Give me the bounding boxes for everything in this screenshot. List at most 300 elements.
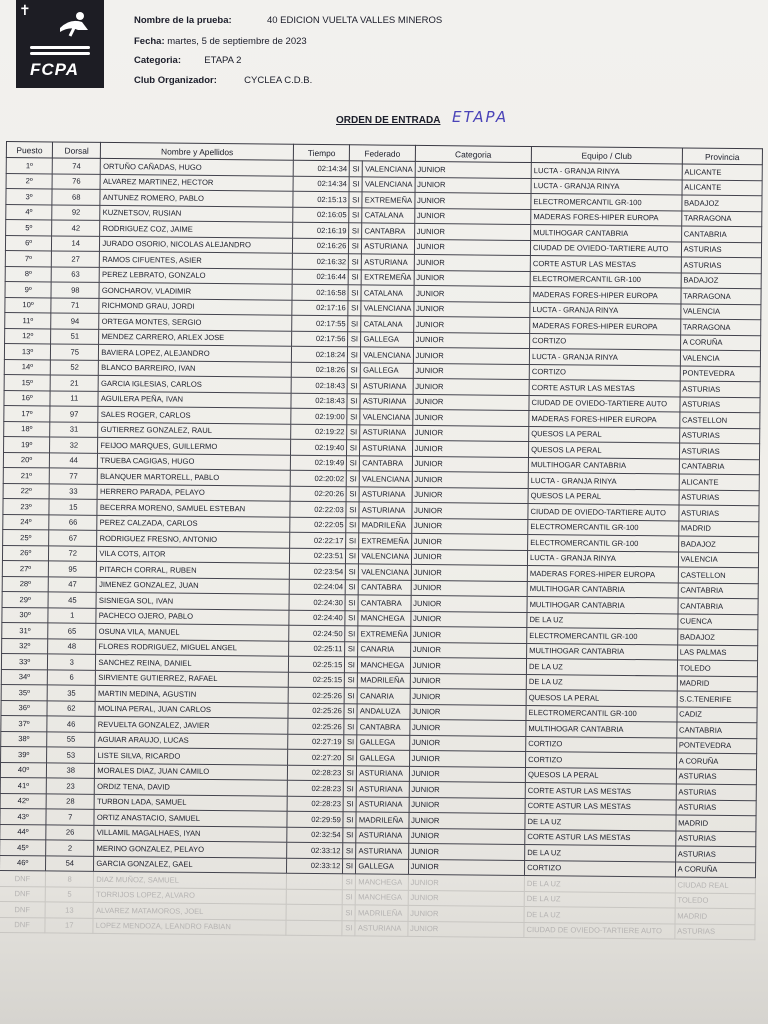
cell-federacion: ASTURIANA (359, 502, 411, 518)
prueba-line (134, 15, 442, 26)
cell-provincia: CANTABRIA (678, 582, 759, 598)
cell-equipo: LUCTA - GRANJA RINYA (531, 163, 682, 180)
cell-federacion: EXTREMEÑA (359, 533, 411, 549)
cell-dorsal: 92 (52, 204, 100, 220)
cell-puesto: 26º (2, 545, 48, 561)
cell-federado-si: SI (342, 905, 355, 921)
cell-federado-si: SI (342, 920, 355, 936)
cell-categoria: JUNIOR (410, 657, 527, 674)
cell-provincia: ALICANTE (682, 164, 763, 180)
cell-nombre: MENDEZ CARRERO, ARLEX JOSE (99, 329, 292, 346)
cell-puesto: 2º (6, 173, 52, 189)
cell-categoria: JUNIOR (411, 533, 528, 550)
cell-federado-si: SI (349, 254, 362, 270)
cell-federacion: GALLEGA (361, 362, 413, 378)
cell-categoria: JUNIOR (409, 719, 526, 736)
cell-tiempo: 02:25:15 (289, 656, 345, 672)
cell-puesto: 38º (1, 731, 47, 747)
cell-tiempo: 02:23:51 (290, 548, 346, 564)
cell-tiempo: 02:18:43 (291, 393, 347, 409)
cell-provincia: MADRID (675, 908, 756, 924)
cell-federacion: ASTURIANA (360, 378, 412, 394)
cell-puesto: 24º (3, 514, 49, 530)
cell-nombre: BLANCO BARREIRO, IVAN (99, 360, 292, 377)
cell-equipo: QUESOS LA PERAL (529, 442, 680, 459)
cell-puesto: 14º (4, 359, 50, 375)
cell-dorsal: 11 (50, 390, 98, 406)
cell-provincia: CANTABRIA (678, 598, 759, 614)
cell-puesto: 20º (3, 452, 49, 468)
cell-tiempo: 02:16:19 (293, 222, 349, 238)
cell-categoria: JUNIOR (407, 921, 524, 938)
cell-dorsal: 75 (51, 344, 99, 360)
cell-federado-si: SI (344, 734, 357, 750)
cell-equipo: LUCTA - GRANJA RINYA (529, 349, 680, 366)
cell-federado-si: SI (346, 486, 359, 502)
cell-dorsal: 77 (49, 468, 97, 484)
cell-categoria: JUNIOR (412, 440, 529, 457)
cell-categoria: JUNIOR (408, 890, 525, 907)
cell-federacion: CANTABRA (357, 719, 409, 735)
cell-puesto: 37º (1, 715, 47, 731)
cell-categoria: JUNIOR (409, 750, 526, 767)
cell-categoria: JUNIOR (409, 812, 526, 829)
cell-categoria: JUNIOR (412, 409, 529, 426)
cell-nombre: VILA COTS, AITOR (97, 546, 290, 563)
cell-federacion: ASTURIANA (356, 827, 408, 843)
cell-federado-si: SI (343, 889, 356, 905)
cell-federado-si: SI (343, 827, 356, 843)
cell-provincia: CADIZ (677, 706, 758, 722)
cell-equipo: CIUDAD DE OVIEDO-TARTIERE AUTO (524, 922, 675, 939)
club-line (134, 75, 312, 86)
cell-dorsal: 72 (49, 545, 97, 561)
cell-puesto: 12º (5, 328, 51, 344)
cell-federacion: CATALANA (361, 316, 413, 332)
cell-dorsal: 23 (46, 778, 94, 794)
cell-dorsal: 15 (49, 499, 97, 515)
cell-federado-si: SI (346, 517, 359, 533)
cell-tiempo: 02:19:00 (291, 408, 347, 424)
cell-categoria: JUNIOR (409, 735, 526, 752)
cell-equipo: CORTE ASTUR LAS MESTAS (530, 256, 681, 273)
cell-federacion: ASTURIANA (357, 781, 409, 797)
cell-provincia: TARRAGONA (681, 288, 762, 304)
cell-nombre: GUTIERREZ GONZALEZ, RAUL (98, 422, 291, 439)
cell-puesto: 15º (4, 374, 50, 390)
cell-provincia: ASTURIAS (681, 257, 762, 273)
cell-federado-si: SI (346, 564, 359, 580)
cell-equipo: ELECTROMERCANTIL GR-100 (530, 271, 681, 288)
fcpa-logo (16, 0, 104, 88)
cell-provincia: S.C.TENERIFE (677, 691, 758, 707)
cell-federado-si: SI (347, 378, 360, 394)
cell-federado-si: SI (344, 719, 357, 735)
cell-provincia: PONTEVEDRA (680, 365, 761, 381)
cell-tiempo: 02:20:26 (290, 486, 346, 502)
cell-categoria: JUNIOR (408, 874, 525, 891)
cell-nombre: ORTIZ ANASTACIO, SAMUEL (94, 809, 287, 826)
cell-puesto: 41º (0, 777, 46, 793)
cell-dorsal: 98 (51, 282, 99, 298)
cell-provincia: TOLEDO (677, 660, 758, 676)
club-label: Club Organizador: (134, 75, 217, 86)
cell-federado-si: SI (345, 672, 358, 688)
cell-equipo: CIUDAD DE OVIEDO-TARTIERE AUTO (529, 395, 680, 412)
cell-provincia: VALENCIA (678, 551, 759, 567)
cell-equipo: LUCTA - GRANJA RINYA (527, 550, 678, 567)
cell-puesto: 45º (0, 839, 46, 855)
cell-puesto: 11º (5, 312, 51, 328)
cell-tiempo: 02:18:24 (292, 346, 348, 362)
cell-puesto: 46º (0, 855, 46, 871)
cell-tiempo: 02:16:05 (293, 207, 349, 223)
cell-nombre: LISTE SILVA, RICARDO (95, 747, 288, 764)
cell-federado-si: SI (348, 347, 361, 363)
cell-federacion: VALENCIANA (361, 300, 413, 316)
fecha-value: martes, 5 de septiembre de 2023 (167, 36, 307, 47)
cell-dorsal: 7 (46, 809, 94, 825)
cell-nombre: JURADO OSORIO, NICOLAS ALEJANDRO (100, 236, 293, 253)
cell-nombre: ORTUÑO CAÑADAS, HUGO (101, 158, 294, 175)
cell-puesto: 28º (2, 576, 48, 592)
cell-provincia: ASTURIAS (679, 427, 760, 443)
cell-dorsal: 74 (52, 158, 100, 174)
cell-federado-si: SI (349, 223, 362, 239)
cell-categoria: JUNIOR (413, 332, 530, 349)
cell-puesto: 43º (0, 808, 46, 824)
cell-dorsal: 28 (46, 793, 94, 809)
cell-tiempo: 02:27:20 (288, 749, 344, 765)
cell-equipo: DE LA UZ (527, 612, 678, 629)
cell-nombre: GARCIA IGLESIAS, CARLOS (98, 375, 291, 392)
cell-categoria: JUNIOR (413, 347, 530, 364)
cell-dorsal: 51 (51, 328, 99, 344)
cell-provincia: A CORUÑA (676, 753, 757, 769)
cell-categoria: JUNIOR (409, 797, 526, 814)
cell-equipo: MULTIHOGAR CANTABRIA (527, 643, 678, 660)
cell-dorsal: 27 (51, 251, 99, 267)
cell-federacion: GALLEGA (357, 750, 409, 766)
cell-federacion: VALENCIANA (362, 176, 414, 192)
cell-dorsal: 66 (49, 514, 97, 530)
cell-equipo: ELECTROMERCANTIL GR-100 (531, 194, 682, 211)
cell-nombre: KUZNETSOV, RUSIAN (100, 205, 293, 222)
cell-nombre: AGUILERA PEÑA, IVAN (98, 391, 291, 408)
header-tiempo: Tiempo (293, 144, 349, 161)
categoria-value: ETAPA 2 (204, 55, 242, 66)
cell-puesto: DNF (0, 886, 46, 902)
cell-dorsal: 76 (52, 173, 100, 189)
cell-tiempo: 02:14:34 (293, 160, 349, 176)
cell-puesto: DNF (0, 901, 45, 917)
cell-categoria: JUNIOR (408, 905, 525, 922)
cell-categoria: JUNIOR (414, 285, 531, 302)
cell-federacion: CANTABRA (360, 455, 412, 471)
cell-tiempo: 02:23:54 (289, 563, 345, 579)
cell-categoria: JUNIOR (413, 301, 530, 318)
cell-puesto: 40º (0, 762, 46, 778)
cell-dorsal: 38 (47, 762, 95, 778)
cell-tiempo: 02:28:23 (287, 796, 343, 812)
cell-categoria: JUNIOR (411, 549, 528, 566)
cell-federacion: ASTURIANA (356, 796, 408, 812)
cell-categoria: JUNIOR (410, 626, 527, 643)
cell-equipo: ELECTROMERCANTIL GR-100 (528, 535, 679, 552)
cell-provincia: BADAJOZ (678, 536, 759, 552)
cell-categoria: JUNIOR (412, 456, 529, 473)
cell-tiempo: 02:16:44 (292, 269, 348, 285)
cell-tiempo: 02:16:58 (292, 284, 348, 300)
cell-dorsal: 48 (48, 638, 96, 654)
cell-federacion: MADRILEÑA (359, 517, 411, 533)
cell-equipo: DE LA UZ (526, 674, 677, 691)
cell-dorsal: 68 (52, 189, 100, 205)
cell-puesto: 36º (1, 700, 47, 716)
cell-equipo: ELECTROMERCANTIL GR-100 (526, 705, 677, 722)
cell-nombre: SIRVIENTE GUTIERREZ, RAFAEL (96, 670, 289, 687)
cell-puesto: 29º (2, 591, 48, 607)
cell-nombre: JIMENEZ GONZALEZ, JUAN (97, 577, 290, 594)
cell-tiempo: 02:19:40 (291, 439, 347, 455)
cell-tiempo: 02:29:59 (287, 811, 343, 827)
cell-equipo: MULTIHOGAR CANTABRIA (528, 457, 679, 474)
cell-nombre: TURBON LADA, SAMUEL (94, 794, 287, 811)
cell-nombre: ANTUNEZ ROMERO, PABLO (100, 189, 293, 206)
cell-nombre: SALES ROGER, CARLOS (98, 406, 291, 423)
cell-equipo: CORTE ASTUR LAS MESTAS (525, 783, 676, 800)
cell-puesto: 33º (1, 653, 47, 669)
cell-puesto: 8º (5, 266, 51, 282)
cell-dorsal: 14 (52, 235, 100, 251)
cell-federacion: ASTURIANA (360, 393, 412, 409)
cell-equipo: MULTIHOGAR CANTABRIA (526, 721, 677, 738)
cell-nombre: REVUELTA GONZALEZ, JAVIER (95, 716, 288, 733)
cyclist-icon (56, 10, 92, 42)
cell-provincia: ASTURIAS (675, 846, 756, 862)
cell-federado-si: SI (348, 331, 361, 347)
cell-nombre: RODRIGUEZ COZ, JAIME (100, 220, 293, 237)
cell-provincia: ASTURIAS (679, 443, 760, 459)
cell-categoria: JUNIOR (410, 704, 527, 721)
cell-federado-si: SI (346, 502, 359, 518)
cell-provincia: ASTURIAS (680, 396, 761, 412)
header-nombre: Nombre y Apellidos (101, 142, 294, 160)
prueba-label: Nombre de la prueba: (134, 15, 232, 26)
cell-provincia: CANTABRIA (679, 458, 760, 474)
cell-nombre: MORALES DIAZ, JUAN CAMILO (95, 763, 288, 780)
cell-provincia: PONTEVEDRA (676, 737, 757, 753)
cell-federado-si: SI (349, 176, 362, 192)
cell-puesto: DNF (0, 917, 45, 933)
cell-tiempo: 02:17:16 (292, 300, 348, 316)
cell-equipo: CORTIZO (525, 860, 676, 877)
cell-equipo: DE LA UZ (525, 814, 676, 831)
cell-puesto: 17º (4, 405, 50, 421)
cell-tiempo: 02:15:13 (293, 191, 349, 207)
cell-federado-si: SI (348, 269, 361, 285)
cell-federado-si: SI (345, 595, 358, 611)
cell-categoria: JUNIOR (414, 270, 531, 287)
cell-federado-si: SI (345, 657, 358, 673)
cell-federacion: MADRILEÑA (358, 672, 410, 688)
cell-dorsal: 6 (47, 669, 95, 685)
cell-federado-si: SI (345, 626, 358, 642)
cell-equipo: DE LA UZ (524, 876, 675, 893)
cell-federacion: MADRILEÑA (356, 812, 408, 828)
cell-categoria: JUNIOR (414, 239, 531, 256)
cell-tiempo: 02:24:50 (289, 625, 345, 641)
club-value: CYCLEA C.D.B. (244, 75, 313, 86)
cell-categoria: JUNIOR (413, 316, 530, 333)
cell-provincia: ASTURIAS (680, 381, 761, 397)
cell-tiempo: 02:17:56 (292, 331, 348, 347)
cell-puesto: 1º (6, 158, 52, 174)
cell-nombre: BECERRA MORENO, SAMUEL ESTEBAN (97, 499, 290, 516)
cell-federacion: ASTURIANA (362, 254, 414, 270)
cell-nombre: RAMOS CIFUENTES, ASIER (100, 251, 293, 268)
cell-federado-si: SI (348, 316, 361, 332)
cell-dorsal: 26 (46, 824, 94, 840)
cell-federacion: GALLEGA (357, 734, 409, 750)
cell-federacion: ANDALUZA (357, 703, 409, 719)
cell-dorsal: 65 (48, 623, 96, 639)
cell-federado-si: SI (345, 610, 358, 626)
cell-tiempo: 02:28:23 (287, 765, 343, 781)
cell-dorsal: 5 (45, 886, 93, 902)
cell-nombre: ORDIZ TENA, DAVID (95, 778, 288, 795)
cell-nombre: ALVAREZ MATAMOROS, JOEL (93, 902, 286, 919)
cell-federacion: ASTURIANA (357, 765, 409, 781)
cell-tiempo (286, 873, 342, 889)
cell-provincia: BADAJOZ (682, 195, 763, 211)
cell-federado-si: SI (343, 858, 356, 874)
cell-equipo: MADERAS FORES-HIPER EUROPA (527, 566, 678, 583)
cell-tiempo: 02:24:04 (289, 579, 345, 595)
cell-federado-si: SI (347, 440, 360, 456)
cell-federacion: ASTURIANA (356, 843, 408, 859)
cell-nombre: VILLAMIL MAGALHAES, IYAN (94, 825, 287, 842)
cell-categoria: JUNIOR (408, 843, 525, 860)
cross-icon: ✝ (19, 2, 31, 18)
cell-federacion: GALLEGA (361, 331, 413, 347)
cell-federacion: CANTABRA (358, 595, 410, 611)
cell-dorsal: 67 (49, 530, 97, 546)
cell-nombre: GONCHAROV, VLADIMIR (99, 282, 292, 299)
cell-nombre: BAVIERA LOPEZ, ALEJANDRO (99, 344, 292, 361)
cell-categoria: JUNIOR (413, 378, 530, 395)
results-table (0, 141, 763, 940)
cell-puesto: 16º (4, 390, 50, 406)
cell-puesto: 3º (6, 189, 52, 205)
cell-nombre: HERRERO PARADA, PELAYO (97, 484, 290, 501)
cell-provincia: ASTURIAS (676, 768, 757, 784)
cell-provincia: ASTURIAS (675, 923, 756, 939)
cell-tiempo: 02:19:22 (291, 424, 347, 440)
cell-provincia: MADRID (676, 815, 757, 831)
cell-federacion: CANTABRA (359, 579, 411, 595)
cell-provincia: ASTURIAS (676, 799, 757, 815)
cell-equipo: LUCTA - GRANJA RINYA (531, 178, 682, 195)
cell-tiempo: 02:22:03 (290, 501, 346, 517)
cell-puesto: 4º (6, 204, 52, 220)
cell-dorsal: 2 (46, 840, 94, 856)
cell-federacion: EXTREMEÑA (362, 269, 414, 285)
cell-dorsal: 62 (47, 700, 95, 716)
cell-equipo: ELECTROMERCANTIL GR-100 (528, 519, 679, 536)
cell-categoria: JUNIOR (410, 611, 527, 628)
fecha-line (134, 36, 307, 47)
cell-federado-si: SI (347, 455, 360, 471)
cell-federacion: VALENCIANA (363, 161, 415, 177)
cell-dorsal: 63 (51, 266, 99, 282)
cell-tiempo (286, 904, 342, 920)
cell-provincia: TARRAGONA (680, 319, 761, 335)
cell-provincia: ASTURIAS (675, 830, 756, 846)
cell-categoria: JUNIOR (411, 580, 528, 597)
cell-provincia: ASTURIAS (679, 505, 760, 521)
cell-puesto: 6º (5, 235, 51, 251)
cell-provincia: CANTABRIA (676, 722, 757, 738)
cell-equipo: CORTE ASTUR LAS MESTAS (525, 798, 676, 815)
cell-puesto: 34º (1, 669, 47, 685)
cell-federado-si: SI (346, 548, 359, 564)
cell-federado-si: SI (344, 765, 357, 781)
cell-dorsal: 95 (48, 561, 96, 577)
cell-federado-si: SI (347, 424, 360, 440)
cell-dorsal: 32 (50, 437, 98, 453)
cell-federacion: VALENCIANA (359, 548, 411, 564)
cell-federado-si: SI (349, 207, 362, 223)
cell-equipo: LUCTA - GRANJA RINYA (530, 302, 681, 319)
cell-federado-si: SI (348, 300, 361, 316)
cell-federado-si: SI (344, 750, 357, 766)
cell-categoria: JUNIOR (415, 177, 532, 194)
cell-tiempo: 02:32:54 (287, 827, 343, 843)
cell-tiempo: 02:25:26 (288, 687, 344, 703)
cell-equipo: MADERAS FORES-HIPER EUROPA (529, 411, 680, 428)
cell-federado-si: SI (348, 285, 361, 301)
cell-equipo: DE LA UZ (524, 907, 675, 924)
cell-puesto: 25º (3, 529, 49, 545)
cell-nombre: OSUNA VILA, MANUEL (96, 623, 289, 640)
cell-provincia: ALICANTE (682, 179, 763, 195)
cell-tiempo: 02:17:55 (292, 315, 348, 331)
cell-puesto: 7º (5, 250, 51, 266)
cell-categoria: JUNIOR (412, 471, 529, 488)
cell-equipo: MADERAS FORES-HIPER EUROPA (530, 287, 681, 304)
cell-nombre: PEREZ LEBRATO, GONZALO (100, 267, 293, 284)
cell-provincia: ASTURIAS (679, 489, 760, 505)
cell-dorsal: 8 (46, 871, 94, 887)
cell-nombre: PEREZ CALZADA, CARLOS (97, 515, 290, 532)
cell-federacion: CANARIA (358, 641, 410, 657)
cell-equipo: MULTIHOGAR CANTABRIA (527, 597, 678, 614)
handwritten-note: ETAPA (452, 108, 509, 126)
cell-equipo: DE LA UZ (524, 891, 675, 908)
cell-equipo: CORTIZO (526, 752, 677, 769)
cell-puesto: 31º (2, 622, 48, 638)
cell-dorsal: 55 (47, 731, 95, 747)
cell-federacion: CATALANA (361, 285, 413, 301)
cell-nombre: ORTEGA MONTES, SERGIO (99, 313, 292, 330)
cell-federacion: CATALANA (362, 207, 414, 223)
cell-provincia: VALENCIA (680, 303, 761, 319)
table-body (0, 158, 762, 940)
cell-tiempo: 02:19:49 (290, 455, 346, 471)
cell-categoria: JUNIOR (409, 781, 526, 798)
header-puesto: Puesto (6, 142, 52, 158)
